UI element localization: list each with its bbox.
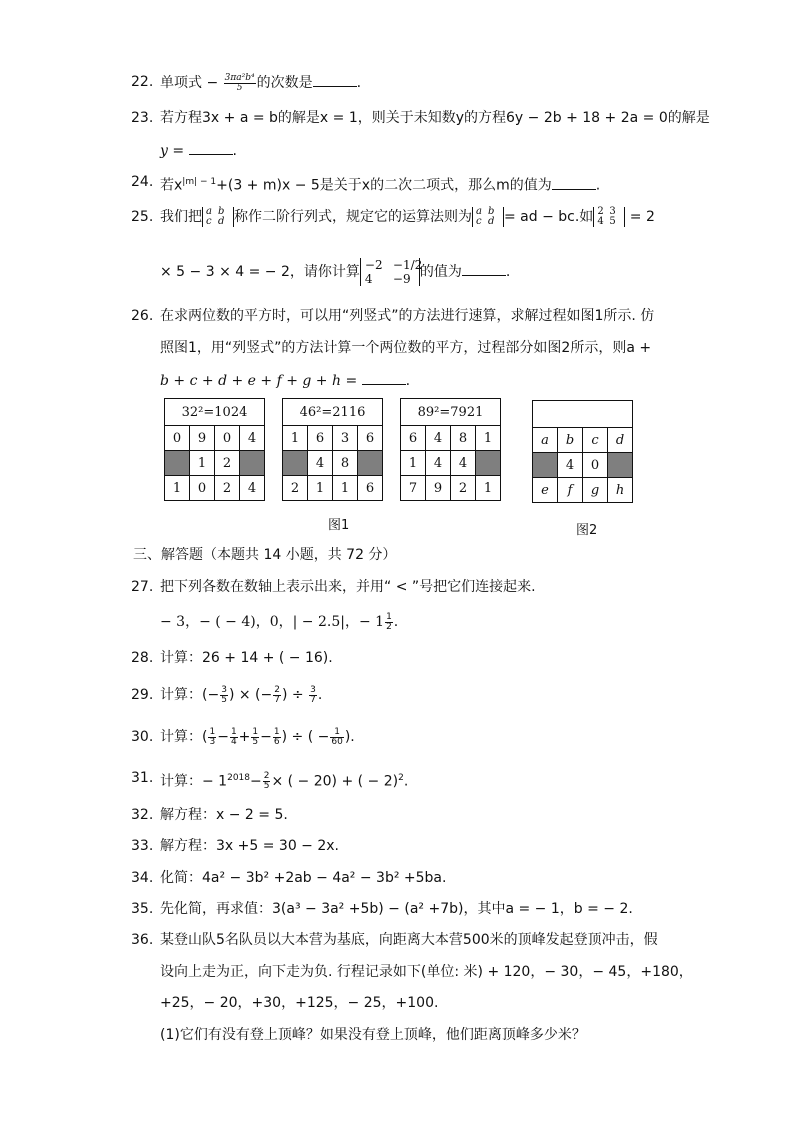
- question-number: 24.: [131, 174, 154, 190]
- figure1-caption: 图1: [328, 518, 350, 533]
- answer-blank[interactable]: [189, 140, 233, 155]
- question-text: 单项式: [160, 75, 202, 91]
- figure2-table: a b c d 4 0 e f g h: [532, 400, 633, 503]
- answer-blank[interactable]: [552, 175, 596, 190]
- fraction: $\frac{1}{2}$: [386, 611, 392, 632]
- answer-blank[interactable]: [313, 72, 357, 87]
- answer-blank[interactable]: [462, 261, 506, 276]
- question-number: 26.: [131, 308, 154, 324]
- figure1-table-89: 89²=7921 6 4 8 1 1 4 4 7 9 2 1: [400, 398, 501, 501]
- section-heading: 三、解答题（本题共 14 小题，共 72 分）: [133, 547, 397, 563]
- fraction: $\frac{\text{3πa²b⁴}}{5}$: [224, 72, 255, 93]
- question-number: 23.: [131, 110, 154, 126]
- determinant: −2 −1/2 4 −9: [360, 258, 420, 286]
- determinant: a b c d: [472, 207, 504, 227]
- figure1-table-32: 32²=1024 0 9 0 4 1 2 1 0 2 4: [164, 398, 265, 501]
- figure2-caption: 图2: [576, 523, 598, 538]
- sub-question: (1)它们有没有登上顶峰？如果没有登上顶峰，他们距离顶峰多少米？: [160, 1027, 586, 1043]
- question-number: 22.: [131, 74, 154, 90]
- figure1-table-46: 46²=2116 1 6 3 6 4 8 2 1 1 6: [282, 398, 383, 501]
- determinant: 2 3 4 5: [593, 207, 625, 227]
- question-text: 若方程3x + a = b的解是x = 1，则关于未知数y的方程6y − 2b + 18 + 2a = 0的解是: [160, 110, 710, 126]
- determinant: a b c d: [202, 207, 234, 227]
- answer-blank[interactable]: [362, 370, 406, 385]
- question-number: 25.: [131, 209, 154, 225]
